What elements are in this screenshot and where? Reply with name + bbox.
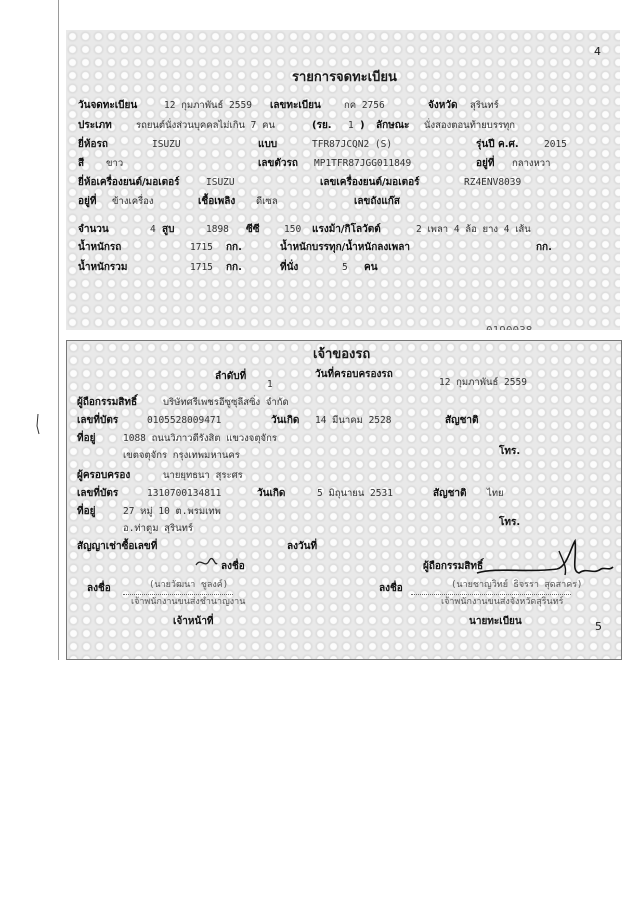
cylinder-unit: สูบ bbox=[162, 224, 175, 235]
owner-dob-label: วันเกิด bbox=[271, 415, 300, 426]
chassis-label: เลขตัวรถ bbox=[258, 158, 298, 169]
reg-no: กค 2756 bbox=[344, 100, 385, 111]
engine-brand: ISUZU bbox=[206, 177, 235, 188]
owner-name: บริษัทศรีเพชรอีซูซุลีสซิ่ง จำกัด bbox=[163, 397, 289, 408]
possessor-label: ผู้ครอบครอง bbox=[77, 470, 131, 481]
possessor-address-label: ที่อยู่ bbox=[77, 506, 96, 517]
page-number-bottom: 5 bbox=[595, 620, 602, 633]
color-label: สี bbox=[78, 158, 85, 169]
vehicle-type: รถยนต์นั่งส่วนบุคคลไม่เกิน 7 คน bbox=[136, 120, 275, 131]
possessor-id-label: เลขที่บัตร bbox=[77, 488, 119, 499]
registration-title: รายการจดทะเบียน bbox=[292, 70, 397, 85]
possessor-name: นายยุทธนา สุระศร bbox=[163, 470, 243, 481]
seats-unit: คน bbox=[364, 262, 378, 273]
owner-id-label: เลขที่บัตร bbox=[77, 415, 119, 426]
province-label: จังหวัด bbox=[428, 100, 458, 111]
location: กลางหวา bbox=[512, 158, 551, 169]
model-label: แบบ bbox=[258, 139, 278, 150]
rs-close: ) bbox=[360, 120, 365, 131]
engine-brand-label: ยี่ห้อเครื่องยนต์/มอเตอร์ bbox=[78, 177, 180, 188]
model: TFR87JCQN2 (S) bbox=[312, 139, 393, 150]
fuel: ดีเซล bbox=[256, 196, 278, 207]
seats: 5 bbox=[342, 262, 348, 273]
possessor-nationality-label: สัญชาติ bbox=[433, 488, 467, 499]
possessor-dob-label: วันเกิด bbox=[257, 488, 286, 499]
location-label: อยู่ที่ bbox=[476, 158, 495, 169]
province: สุรินทร์ bbox=[470, 100, 499, 111]
possessor-id: 1310700134811 bbox=[147, 488, 222, 499]
registrar-label: นายทะเบียน bbox=[469, 616, 522, 627]
possessor-dob: 5 มิถุนายน 2531 bbox=[317, 488, 393, 499]
officer-initial-mark bbox=[193, 555, 219, 571]
owner-id: 0105528009471 bbox=[147, 415, 222, 426]
officer-sign-label-2: ลงชื่อ bbox=[87, 583, 111, 594]
owner-phone-label: โทร. bbox=[499, 446, 521, 457]
year-label: รุ่นปี ค.ศ. bbox=[476, 139, 519, 150]
cylinders: 4 bbox=[150, 224, 156, 235]
rs-value: 1 bbox=[348, 120, 354, 131]
brand-label: ยี่ห้อรถ bbox=[78, 139, 108, 150]
possessor-address-line1: 27 หมู่ 10 ต.พรมเทพ bbox=[123, 506, 221, 517]
weight-label: น้ำหนักรถ bbox=[78, 242, 122, 253]
officer-position: เจ้าพนักงานขนส่งชำนาญงาน bbox=[131, 597, 246, 607]
officer-label: เจ้าหน้าที่ bbox=[173, 616, 214, 627]
gross-weight: 1715 bbox=[190, 262, 213, 273]
count-label: จำนวน bbox=[78, 224, 109, 235]
ownership-date: 12 กุมภาพันธ์ 2559 bbox=[439, 377, 527, 388]
officer-sign-label: ลงชื่อ bbox=[221, 561, 245, 572]
owner-address-line2: เขตจตุจักร กรุงเทพมหานคร bbox=[123, 450, 240, 461]
rs-label: (รย. bbox=[312, 120, 332, 131]
hp-unit: แรงม้า/กิโลวัตต์ bbox=[312, 224, 381, 235]
engine-number: RZ4ENV8039 bbox=[464, 177, 522, 188]
owner-title: เจ้าของรถ bbox=[313, 347, 371, 362]
vehicle-style: นั่งสองตอนท้ายบรรทุก bbox=[424, 120, 516, 131]
gas-tank-label: เลขถังแก๊ส bbox=[354, 196, 400, 207]
reg-date: 12 กุมภาพันธ์ 2559 bbox=[164, 100, 252, 111]
registrar-stamp: (นายชาญวิทย์ ธิจรรา สุดสาคร) bbox=[451, 580, 583, 590]
payload-unit: กก. bbox=[536, 242, 552, 253]
order-label: ลำดับที่ bbox=[215, 371, 247, 382]
owner-label: ผู้ถือกรรมสิทธิ์ bbox=[77, 397, 138, 408]
possessor-phone-label: โทร. bbox=[499, 517, 521, 528]
page-edge-line bbox=[58, 0, 59, 660]
possessor-nationality: ไทย bbox=[487, 488, 504, 499]
engine-location: ข้างเครื่อง bbox=[112, 196, 154, 207]
gross-weight-unit: กก. bbox=[226, 262, 242, 273]
ownership-date-label: วันที่ครอบครองรถ bbox=[315, 369, 393, 380]
owner-panel bbox=[66, 340, 622, 660]
panel-divider bbox=[66, 330, 620, 340]
margin-pen-mark bbox=[34, 412, 42, 436]
registrar-position: เจ้าพนักงานขนส่งจังหวัดสุรินทร์ bbox=[441, 597, 564, 607]
reg-date-label: วันจดทะเบียน bbox=[78, 100, 138, 111]
chassis-number: MP1TFR87JGG011849 bbox=[314, 158, 412, 169]
possessor-address-line2: อ.ท่าตูม สุรินทร์ bbox=[123, 523, 193, 534]
page-number-top: 4 bbox=[594, 45, 601, 58]
owner-address-label: ที่อยู่ bbox=[77, 433, 96, 444]
owner-address-line1: 1088 ถนนวิภาวดีรังสิต แขวงจตุจักร bbox=[123, 433, 277, 444]
vehicle-weight: 1715 bbox=[190, 242, 213, 253]
owner-dob: 14 มีนาคม 2528 bbox=[315, 415, 392, 426]
type-label: ประเภท bbox=[78, 120, 112, 131]
registrar-sign-label: ลงชื่อ bbox=[379, 583, 403, 594]
owner-nationality-label: สัญชาติ bbox=[445, 415, 479, 426]
engine-location-label: อยู่ที่ bbox=[78, 196, 97, 207]
horsepower: 150 bbox=[284, 224, 302, 235]
axles-wheels: 2 เพลา 4 ล้อ ยาง 4 เส้น bbox=[416, 224, 531, 235]
reg-no-label: เลขทะเบียน bbox=[270, 100, 321, 111]
registration-panel bbox=[66, 30, 620, 330]
brand: ISUZU bbox=[152, 139, 181, 150]
owner-sign-label: ผู้ถือกรรมสิทธิ์ bbox=[423, 561, 484, 572]
cc-unit: ซีซี bbox=[246, 224, 260, 235]
officer-printed-name: (นายวัฒนา ชูลงค์) bbox=[149, 580, 229, 590]
order-number: 1 bbox=[267, 379, 273, 390]
contract-date-label: ลงวันที่ bbox=[287, 541, 318, 552]
fuel-label: เชื้อเพลิง bbox=[198, 196, 236, 207]
color: ขาว bbox=[106, 158, 124, 169]
contract-label: สัญญาเช่าซื้อเลขที่ bbox=[77, 541, 158, 552]
engine-number-label: เลขเครื่องยนต์/มอเตอร์ bbox=[320, 177, 420, 188]
payload-label: น้ำหนักบรรทุก/น้ำหนักลงเพลา bbox=[280, 242, 411, 253]
seats-label: ที่นั่ง bbox=[280, 262, 299, 273]
engine-cc: 1898 bbox=[206, 224, 229, 235]
gross-weight-label: น้ำหนักรวม bbox=[78, 262, 128, 273]
model-year: 2015 bbox=[544, 139, 567, 150]
weight-unit: กก. bbox=[226, 242, 242, 253]
style-label: ลักษณะ bbox=[376, 120, 410, 131]
